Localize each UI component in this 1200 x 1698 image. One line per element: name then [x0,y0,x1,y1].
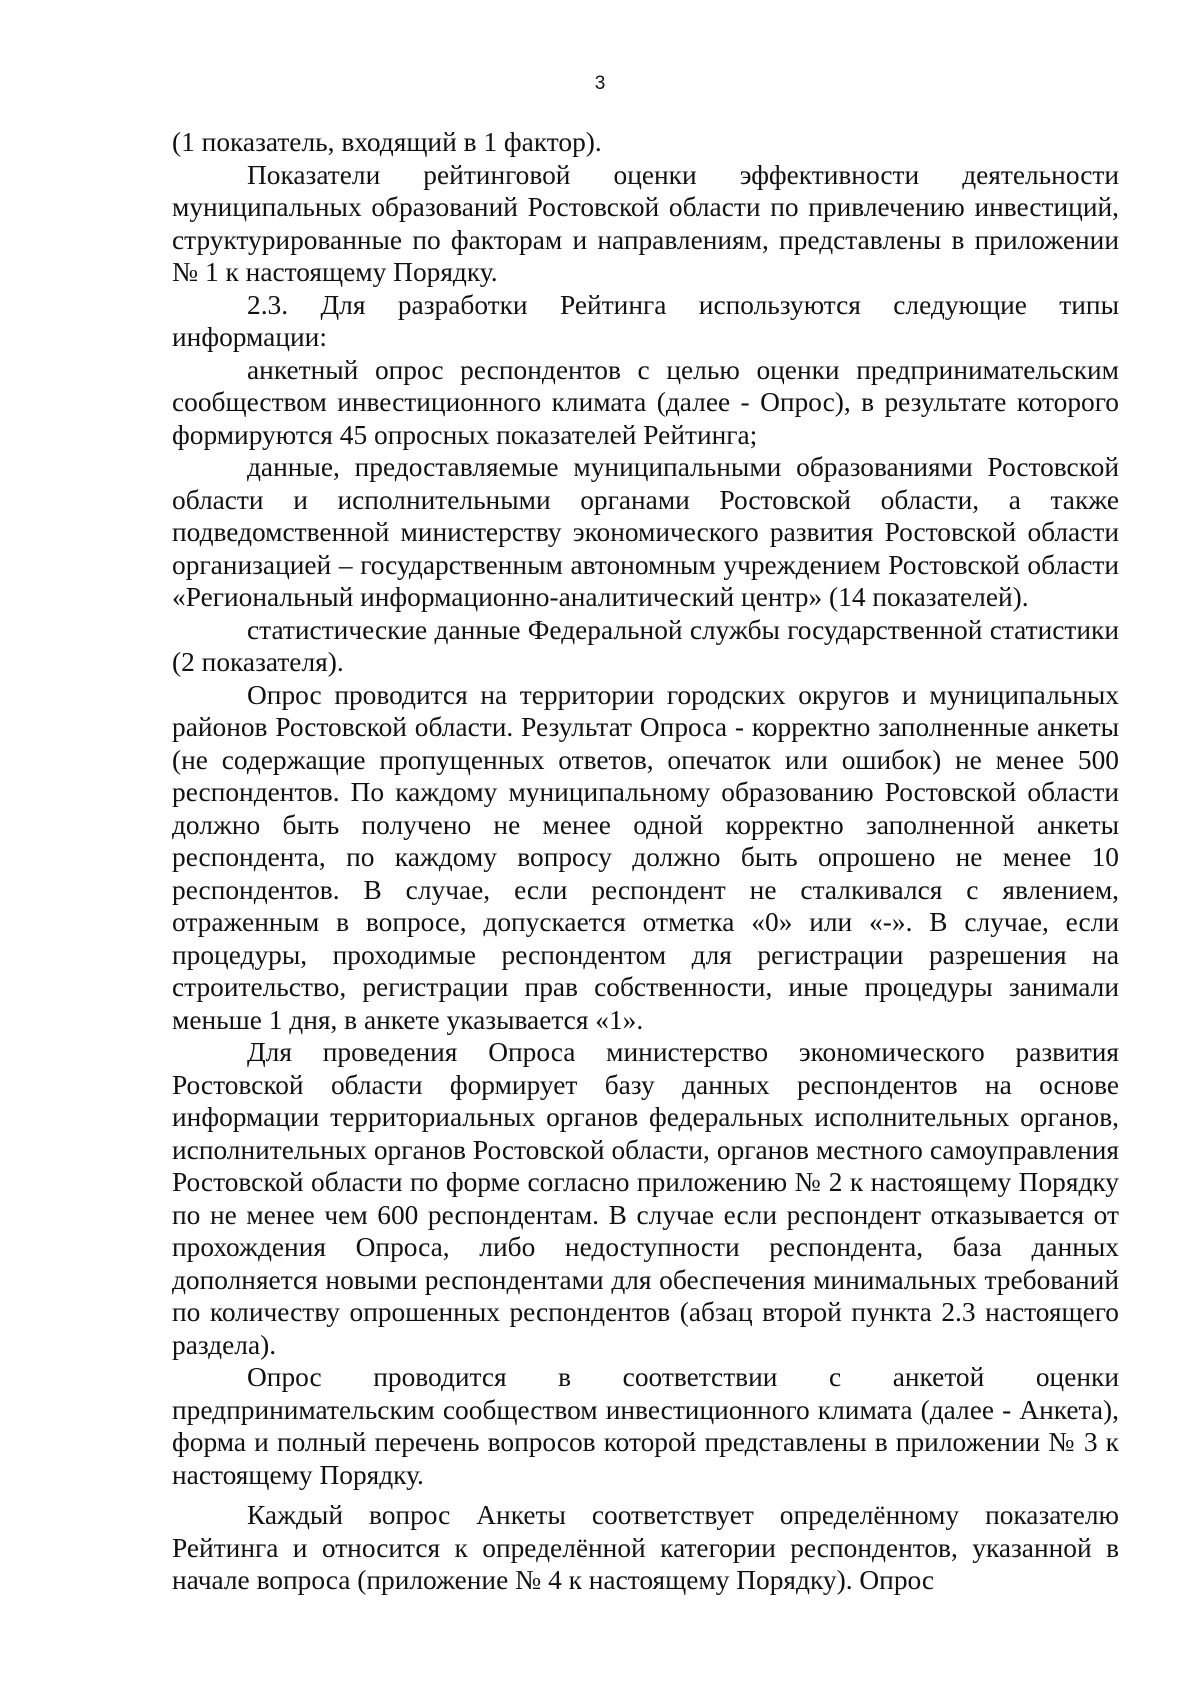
paragraph-section-2-3: 2.3. Для разработки Рейтинга используются следующие типы информации: [172,289,1119,352]
paragraph-respondent-database: Для проведения Опроса министерство экономического развития Ростовской области формирует базу данных респондентов на основе информации территориальных органов федеральных исполнительных органов, исполнительных органов Ростовской области, органов местного самоуправления Ростовской области по форме согласно приложению № 2 к настоящему Порядку по не менее чем 600 респондентам. В случае если респондент отказывается от прохождения Опроса, либо недоступности респондента, база данных дополняется новыми респондентами для обеспечения минимальных требований по количеству опрошенных респондентов (абзац второй пункта 2.3 настоящего раздела). [172,1037,1119,1360]
page-number: 3 [594,73,606,94]
paragraph-question-categories: Каждый вопрос Анкеты соответствует определённому показателю Рейтинга и относится к определённой категории респондентов, указанной в начале вопроса (приложение № 4 к настоящему Порядку). Опрос [172,1500,1119,1595]
paragraph-survey-territory: Опрос проводится на территории городских округов и муниципальных районов Ростовской области. Результат Опроса - корректно заполненные анкеты (не содержащие пропущенных ответов, опечаток или ошибок) не менее 500 респондентов. По каждому муниципальному образованию Ростовской области должно быть получено не менее одной корректно заполненной анкеты респондента, по каждому вопросу должно быть опрошено не менее 10 респондентов. В случае, если респондент не сталкивался с явлением, отраженным в вопросе, допускается отметка «0» или «-». В случае, если процедуры, проходимые респондентом для регистрации разрешения на строительство, регистрации прав собственности, иные процедуры занимали меньше 1 дня, в анкете указывается «1». [172,679,1119,1035]
document-body [172,126,1119,1597]
paragraph-municipal-data: данные, предоставляемые муниципальными образованиями Ростовской области и исполнительными органами Ростовской области, а также подведомственной министерству экономического развития Ростовской области организацией – государственным автономным учреждением Ростовской области «Региональный информационно-аналитический центр» (14 показателей). [172,452,1119,612]
paragraph-questionnaire: Опрос проводится в соответствии с анкетой оценки предпринимательским сообществом инвестиционного климата (далее - Анкета), форма и полный перечень вопросов которой представлены в приложении № 3 к настоящему Порядку. [172,1362,1119,1490]
paragraph-indicators: Показатели рейтинговой оценки эффективности деятельности муниципальных образований Ростовской области по привлечению инвестиций, структурированные по факторам и направлениям, представлены в приложении № 1 к настоящему Порядку. [172,159,1119,287]
paragraph-statistics: статистические данные Федеральной службы государственной статистики (2 показателя). [172,614,1119,677]
paragraph-continuation: (1 показатель, входящий в 1 фактор). [172,127,602,157]
paragraph-survey: анкетный опрос респондентов с целью оценки предпринимательским сообществом инвестиционного климата (далее - Опрос), в результате которого формируются 45 опросных показателей Рейтинга; [172,354,1119,450]
